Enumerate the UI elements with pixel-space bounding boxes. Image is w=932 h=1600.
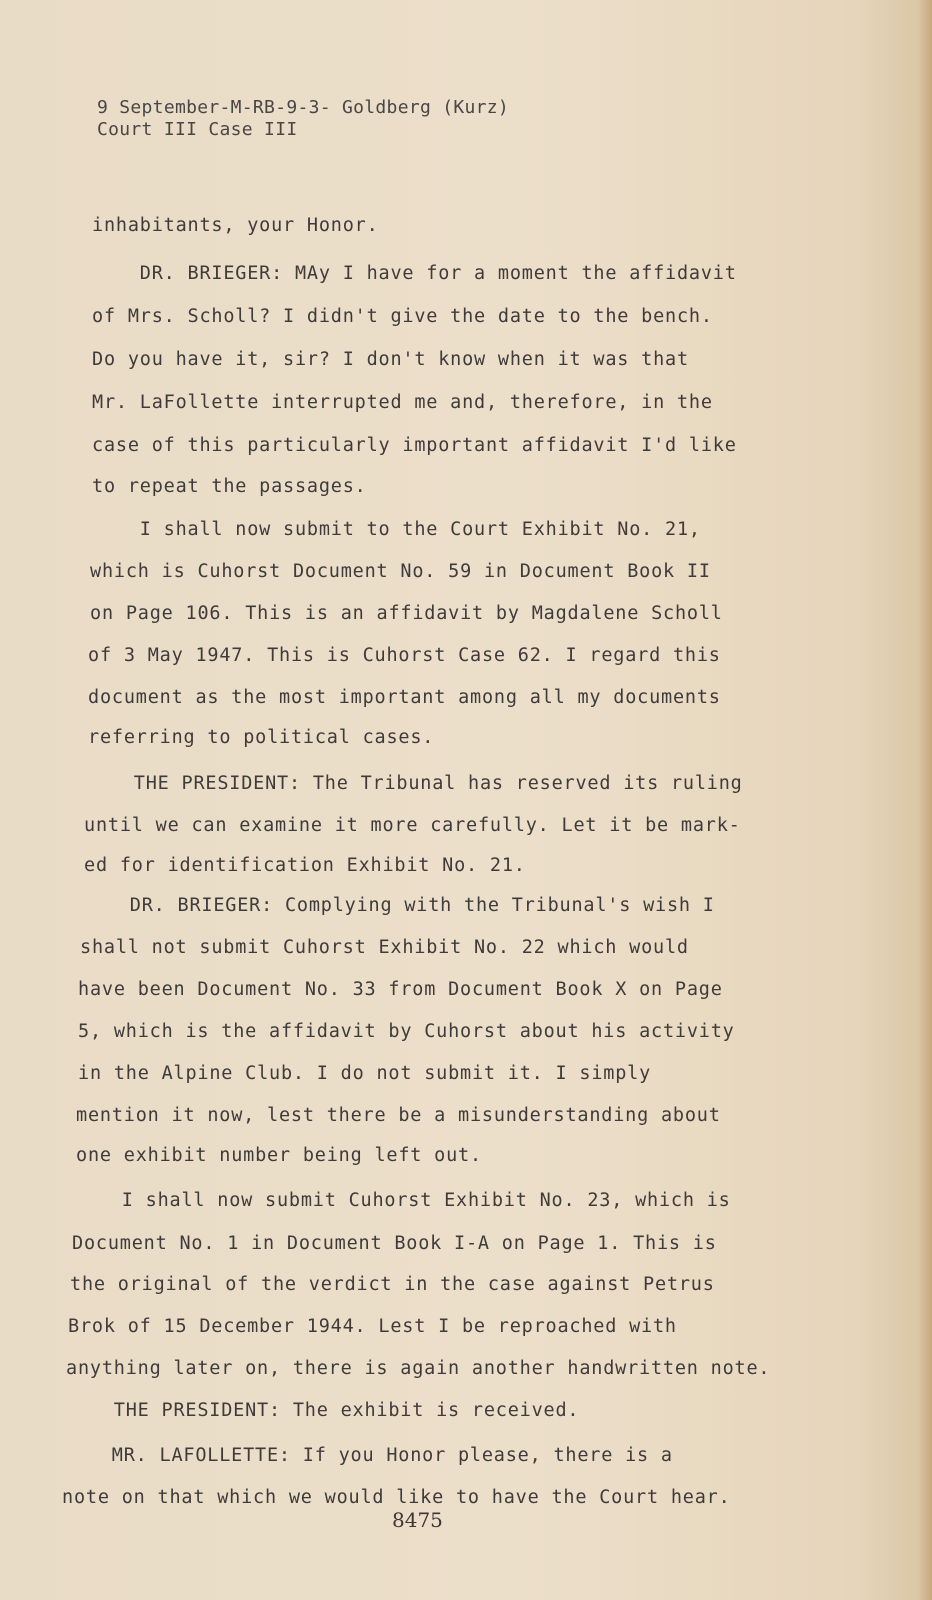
page-number: 8475 — [392, 1508, 443, 1532]
body-line: Mr. LaFollette interrupted me and, therefore, in the — [92, 392, 713, 413]
body-line: MR. LAFOLLETTE: If you Honor please, there is a — [64, 1445, 673, 1466]
body-line: on Page 106. This is an affidavit by Magdalene Scholl — [90, 603, 723, 624]
body-line: DR. BRIEGER: Complying with the Tribunal's wish I — [82, 895, 715, 916]
body-line: until we can examine it more carefully. Let it be mark- — [84, 815, 741, 836]
body-line: inhabitants, your Honor. — [92, 215, 379, 236]
body-line: Document No. 1 in Document Book I-A on Page 1. This is — [72, 1233, 717, 1254]
body-line: anything later on, there is again another handwritten note. — [66, 1358, 771, 1379]
body-line: of 3 May 1947. This is Cuhorst Case 62. I regard this — [88, 645, 721, 666]
body-line: which is Cuhorst Document No. 59 in Document Book II — [90, 561, 711, 582]
page-header — [97, 97, 509, 141]
header-line-2: Court III Case III — [97, 119, 298, 140]
body-line: of Mrs. Scholl? I didn't give the date to the bench. — [92, 306, 713, 327]
body-line: I shall now submit Cuhorst Exhibit No. 23, which is — [74, 1190, 731, 1211]
body-line: Do you have it, sir? I don't know when it was that — [92, 349, 689, 370]
body-line: document as the most important among all my documents — [88, 687, 721, 708]
body-line: case of this particularly important affidavit I'd like — [92, 435, 737, 456]
body-line: referring to political cases. — [88, 727, 435, 748]
body-line: 5, which is the affidavit by Cuhorst about his activity — [78, 1021, 735, 1042]
body-line: THE PRESIDENT: The Tribunal has reserved its ruling — [86, 773, 743, 794]
body-line: in the Alpine Club. I do not submit it. I simply — [78, 1063, 652, 1084]
body-line: have been Document No. 33 from Document Book X on Page — [78, 979, 723, 1000]
paper-edge — [918, 0, 932, 1600]
body-line: I shall now submit to the Court Exhibit No. 21, — [92, 519, 701, 540]
body-line: note on that which we would like to have the Court hear. — [62, 1487, 731, 1508]
body-line: mention it now, lest there be a misunderstanding about — [76, 1105, 721, 1126]
body-line: one exhibit number being left out. — [76, 1145, 482, 1166]
body-line: shall not submit Cuhorst Exhibit No. 22 which would — [80, 937, 689, 958]
body-line: Brok of 15 December 1944. Lest I be reproached with — [68, 1316, 677, 1337]
body-line: ed for identification Exhibit No. 21. — [84, 855, 526, 876]
body-line: DR. BRIEGER: MAy I have for a moment the affidavit — [92, 263, 737, 284]
body-line: THE PRESIDENT: The exhibit is received. — [66, 1400, 580, 1421]
body-line: to repeat the passages. — [92, 476, 367, 497]
header-line-1: 9 September-M-RB-9-3- Goldberg (Kurz) — [97, 97, 510, 118]
body-line: the original of the verdict in the case against Petrus — [70, 1274, 715, 1295]
